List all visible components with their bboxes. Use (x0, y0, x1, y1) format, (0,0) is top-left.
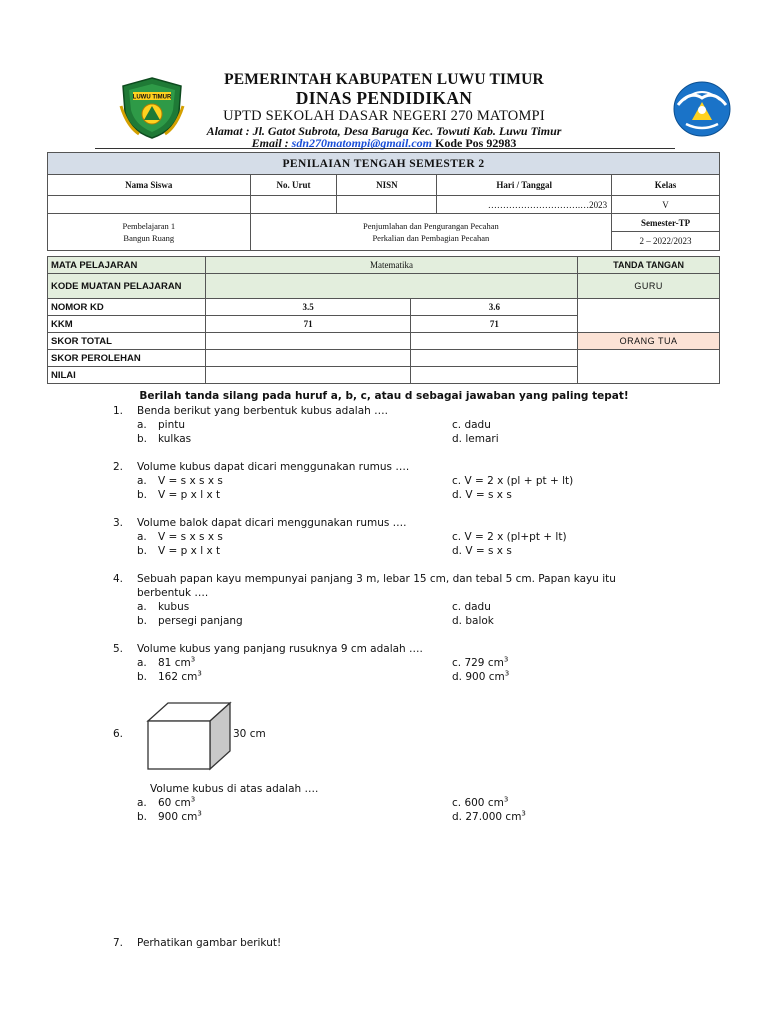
skor-total-label: SKOR TOTAL (48, 333, 206, 350)
header-department: DINAS PENDIDIKAN (295, 88, 473, 108)
question-number: 1. (113, 405, 124, 417)
option-letter: a. (137, 797, 147, 809)
question-text: Volume balok dapat dicari menggunakan rumus …. (137, 517, 407, 529)
superscript: 3 (503, 795, 509, 804)
option-letter: a. (137, 475, 147, 487)
orang-tua-signature-cell[interactable] (578, 350, 720, 384)
date-field[interactable]: ………………………….…2023 (437, 196, 612, 214)
option-letter: a. (137, 419, 147, 431)
kd-value-1: 3.5 (205, 299, 411, 316)
col-kelas: Kelas (612, 175, 720, 196)
option-b[interactable]: V = p x l x t (158, 489, 221, 501)
pembelajaran-line1: Pembelajaran 1 (122, 221, 176, 231)
option-letter: b. (137, 671, 148, 683)
option-a[interactable]: pintu (158, 419, 186, 431)
score-table (47, 256, 720, 384)
option-c[interactable]: c. dadu (452, 419, 491, 431)
option-letter: a. (137, 601, 147, 613)
nilai-field-1[interactable] (205, 367, 411, 384)
question-number: 5. (113, 643, 124, 655)
option-a-text: 60 cm (158, 797, 191, 809)
skor-perolehan-field-1[interactable] (205, 350, 411, 367)
superscript: 3 (197, 669, 202, 678)
option-b-text: 162 cm (158, 671, 198, 683)
option-b[interactable]: persegi panjang (158, 615, 243, 627)
guru-signature-cell[interactable] (578, 299, 720, 333)
option-b[interactable]: V = p x l x t (158, 545, 221, 557)
option-b[interactable]: kulkas (158, 433, 192, 445)
header-address: Alamat : Jl. Gatot Subrota, Desa Baruga Kec. Towuti Kab. Luwu Timur (206, 124, 562, 138)
kkm-value-2: 71 (411, 316, 578, 333)
skor-perolehan-label: SKOR PEROLEHAN (48, 350, 206, 367)
option-a[interactable] (158, 796, 195, 810)
option-d[interactable]: d. lemari (452, 433, 499, 445)
superscript: 3 (197, 809, 202, 818)
question-text: Volume kubus di atas adalah …. (150, 783, 319, 795)
option-a[interactable] (158, 656, 195, 670)
topik-cell (250, 214, 611, 251)
option-c[interactable] (452, 656, 508, 670)
email-link[interactable]: sdn270matompi@gmail.com (291, 136, 432, 150)
email-label: Email : (251, 136, 292, 150)
question-number: 3. (113, 517, 124, 529)
option-letter: b. (137, 545, 148, 557)
question-text: Perhatikan gambar berikut! (137, 937, 282, 949)
instruction: Berilah tanda silang pada huruf a, b, c, atau d sebagai jawaban yang paling tepat! (139, 390, 629, 402)
no-urut-field[interactable] (250, 196, 337, 214)
nama-siswa-field[interactable] (48, 196, 251, 214)
guru-label: GURU (578, 274, 720, 299)
question-text: Benda berikut yang berbentuk kubus adalah …. (137, 405, 388, 417)
superscript: 3 (503, 655, 509, 664)
pembelajaran-cell (48, 214, 251, 251)
mata-pelajaran-label: MATA PELAJARAN (48, 257, 206, 274)
header-government: PEMERINTAH KABUPATEN LUWU TIMUR (224, 71, 544, 88)
col-no-urut: No. Urut (250, 175, 337, 196)
option-b-text: 900 cm (158, 811, 198, 823)
question-number: 6. (113, 728, 124, 740)
option-b[interactable] (158, 670, 202, 684)
cube-edge-label: 30 cm (233, 728, 266, 740)
logo-lettering: LUWU TIMUR (132, 94, 172, 101)
topik-line1: Penjumlahan dan Pengurangan Pecahan (363, 221, 499, 231)
mata-pelajaran-value: Matematika (205, 257, 577, 274)
semester-value: 2 – 2022/2023 (612, 232, 720, 251)
option-c[interactable]: c. V = 2 x (pl+pt + lt) (452, 531, 567, 543)
nomor-kd-label: NOMOR KD (48, 299, 206, 316)
option-c[interactable] (452, 796, 508, 810)
cube-front-face (148, 721, 210, 769)
kode-muatan-value (205, 274, 577, 299)
skor-perolehan-field-2[interactable] (411, 350, 578, 367)
question-text-cont: berbentuk …. (137, 587, 209, 599)
nilai-field-2[interactable] (411, 367, 578, 384)
superscript: 3 (504, 669, 510, 678)
option-letter: b. (137, 489, 148, 501)
option-a-text: 81 cm (158, 657, 191, 669)
option-c[interactable]: c. V = 2 x (pl + pt + lt) (452, 475, 574, 487)
orang-tua-label: ORANG TUA (578, 333, 720, 350)
kkm-value-1: 71 (205, 316, 411, 333)
tanda-tangan-label: TANDA TANGAN (578, 257, 720, 274)
superscript: 3 (190, 795, 196, 804)
option-d[interactable] (452, 810, 526, 824)
question-text: Volume kubus dapat dicari menggunakan rumus …. (137, 461, 410, 473)
postal-code: Kode Pos 92983 (432, 136, 517, 150)
nilai-label: NILAI (48, 367, 206, 384)
question-text: Volume kubus yang panjang rusuknya 9 cm adalah …. (137, 643, 423, 655)
option-letter: b. (137, 433, 148, 445)
skor-total-field-1[interactable] (205, 333, 411, 350)
cube-figure (146, 701, 232, 771)
col-hari-tanggal: Hari / Tanggal (437, 175, 612, 196)
option-c-text: c. 729 cm (452, 657, 504, 669)
option-b[interactable] (158, 810, 202, 824)
option-d[interactable]: d. balok (452, 615, 494, 627)
kkm-label: KKM (48, 316, 206, 333)
semester-label: Semester-TP (612, 214, 720, 232)
question-number: 4. (113, 573, 124, 585)
option-letter: a. (137, 531, 147, 543)
exam-title: PENILAIAN TENGAH SEMESTER 2 (48, 153, 720, 175)
option-letter: b. (137, 811, 148, 823)
exam-info-table (47, 152, 720, 251)
header-school: UPTD SEKOLAH DASAR NEGERI 270 MATOMPI (223, 108, 545, 124)
option-letter: a. (137, 657, 147, 669)
option-d-text: d. 900 cm (452, 671, 505, 683)
option-c[interactable]: c. dadu (452, 601, 491, 613)
option-d-text: d. 27.000 cm (452, 811, 522, 823)
topik-line2: Perkalian dan Pembagian Pecahan (372, 233, 490, 243)
kode-muatan-label: KODE MUATAN PELAJARAN (48, 274, 206, 299)
kd-value-2: 3.6 (411, 299, 578, 316)
superscript: 3 (521, 809, 526, 818)
question-text: Sebuah papan kayu mempunyai panjang 3 m, lebar 15 cm, dan tebal 5 cm. Papan kayu itu (137, 573, 616, 585)
option-a[interactable]: kubus (158, 601, 190, 613)
nisn-field[interactable] (337, 196, 437, 214)
skor-total-field-2[interactable] (411, 333, 578, 350)
col-nisn: NISN (337, 175, 437, 196)
option-a[interactable]: V = s x s x s (158, 475, 223, 487)
pembelajaran-line2: Bangun Ruang (123, 233, 175, 243)
header-rule (95, 148, 675, 149)
kelas-value: V (612, 196, 720, 214)
option-d[interactable]: d. V = s x s (452, 545, 512, 557)
option-d[interactable] (452, 670, 509, 684)
option-letter: b. (137, 615, 148, 627)
option-c-text: c. 600 cm (452, 797, 504, 809)
question-number: 2. (113, 461, 124, 473)
superscript: 3 (190, 655, 196, 664)
option-a[interactable]: V = s x s x s (158, 531, 223, 543)
option-d[interactable]: d. V = s x s (452, 489, 512, 501)
col-nama-siswa: Nama Siswa (48, 175, 251, 196)
question-number: 7. (113, 937, 124, 949)
